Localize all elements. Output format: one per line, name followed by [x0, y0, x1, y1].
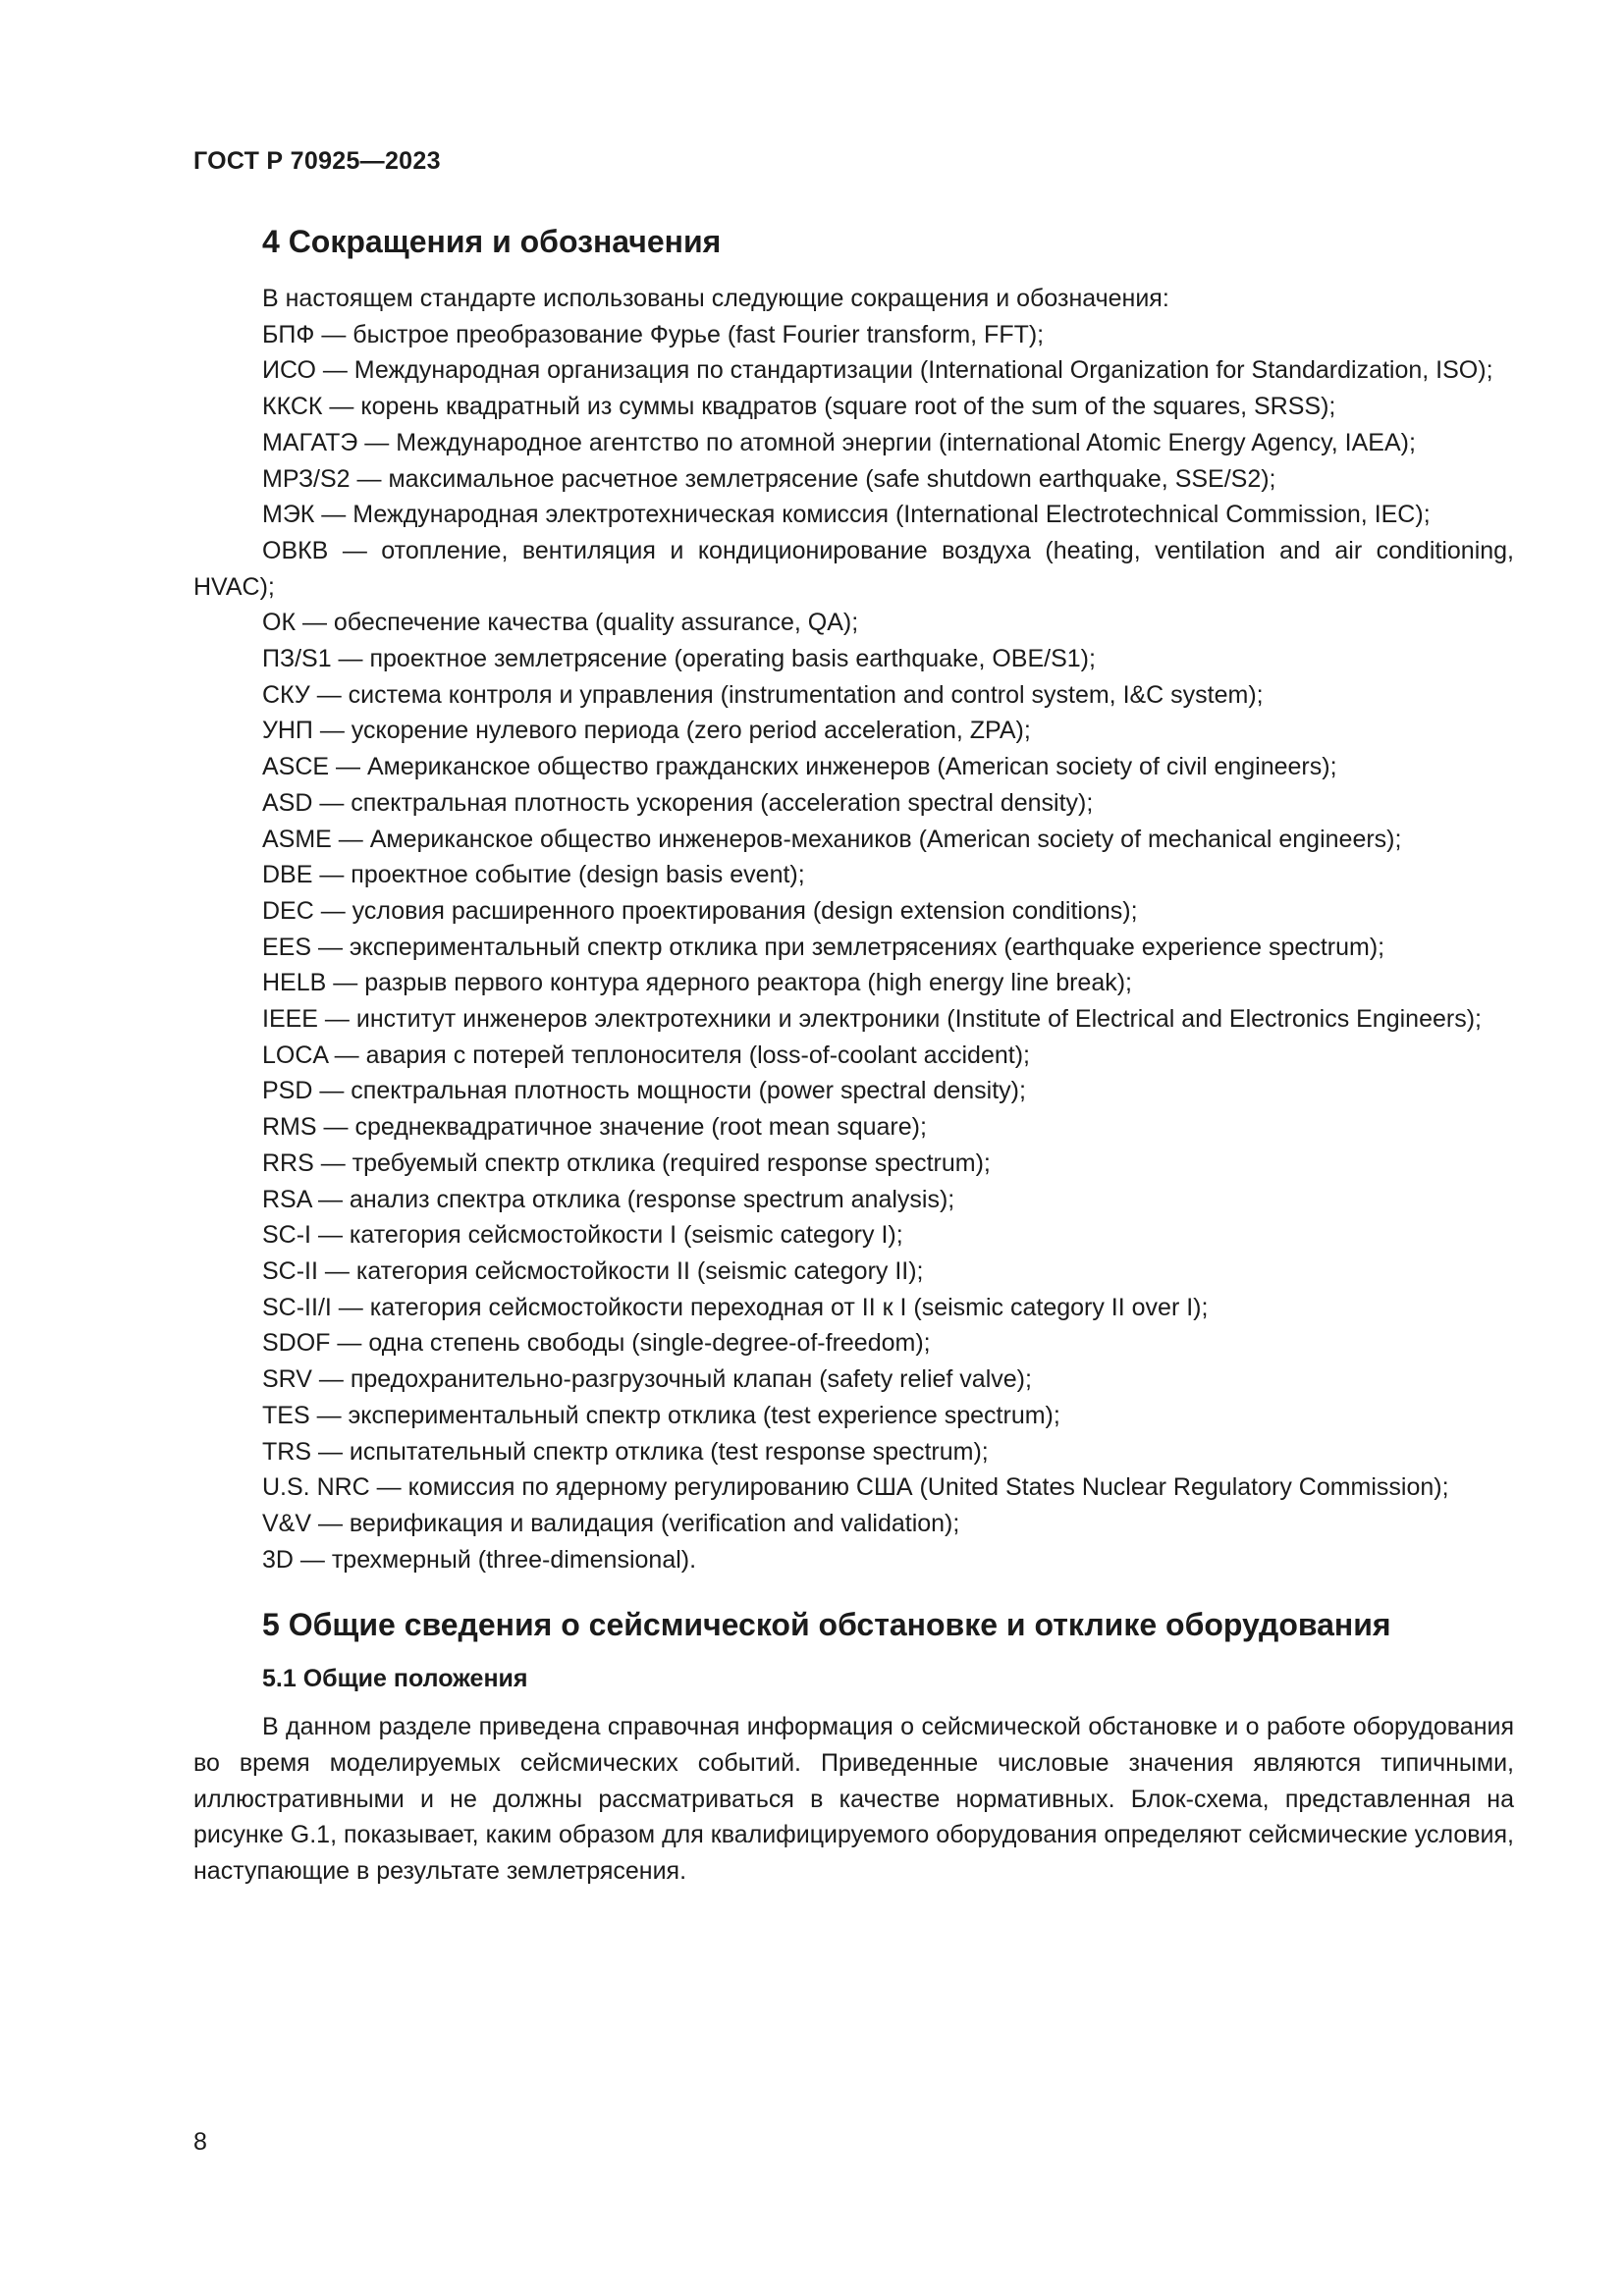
abbreviations-intro: В настоящем стандарте использованы следующие сокращения и обозначения:: [262, 285, 1169, 312]
list-item: V&V — верификация и валидация (verification and validation);: [262, 1509, 960, 1537]
list-item: EES — экспериментальный спектр отклика при землетрясениях (earthquake experience spectrum);: [262, 933, 1385, 961]
list-item: TRS — испытательный спектр отклика (test response spectrum);: [262, 1437, 989, 1466]
list-item: МРЗ/S2 — максимальное расчетное землетрясение (safe shutdown earthquake, SSE/S2);: [262, 464, 1276, 493]
list-item: МЭК — Международная электротехническая комиссия (International Electrotechnical Commission, IEC);: [262, 501, 1431, 529]
list-item: УНП — ускорение нулевого периода (zero period acceleration, ZPA);: [262, 717, 1031, 745]
list-item: U.S. NRC — комиссия по ядерному регулированию США (United States Nuclear Regulatory Commission);: [262, 1473, 1449, 1502]
standard-header: ГОСТ Р 70925—2023: [193, 147, 441, 175]
list-item: ASME — Американское общество инженеров-механиков (American society of mechanical engineers);: [262, 825, 1402, 853]
list-item: ИСО — Международная организация по стандартизации (International Organization for Standardization, ISO);: [262, 356, 1493, 385]
list-item: SC-I — категория сейсмостойкости I (seismic category I);: [262, 1221, 903, 1250]
page-number: 8: [193, 2128, 207, 2156]
list-item: ASCE — Американское общество гражданских инженеров (American society of civil engineers);: [262, 753, 1337, 781]
list-item: ОВКВ — отопление, вентиляция и кондиционирование воздуха (heating, ventilation and air conditioning, HVAC);: [193, 536, 1514, 601]
section-5-1-paragraph: В данном разделе приведена справочная информация о сейсмической обстановке и о работе оборудования во время моделируемых сейсмических событий. Приведенные числовые значения являются типичными, иллюстративными и не должны рассматриваться в качестве нормативных. Блок-схема, представленная на рисунке G.1, показывает, каким образом для квалифицируемого оборудования определяют сейсмические условия, наступающие в результате землетрясения.: [193, 1713, 1514, 1886]
list-item: СКУ — система контроля и управления (instrumentation and control system, I&C system);: [262, 680, 1264, 709]
subsection-5-1-title: 5.1 Общие положения: [262, 1665, 528, 1693]
list-item: SC-II/I — категория сейсмостойкости переходная от II к I (seismic category II over I);: [262, 1293, 1209, 1321]
list-item: LOCA — авария с потерей теплоносителя (loss-of-coolant accident);: [262, 1041, 1030, 1069]
list-item: 3D — трехмерный (three-dimensional).: [262, 1545, 697, 1574]
document-body: [193, 222, 1514, 1890]
list-item: БПФ — быстрое преобразование Фурье (fast Fourier transform, FFT);: [262, 320, 1045, 348]
list-item: RMS — среднеквадратичное значение (root mean square);: [262, 1113, 927, 1142]
list-item: HELB — разрыв первого контура ядерного реактора (high energy line break);: [262, 969, 1132, 997]
section-4-title: 4 Сокращения и обозначения: [262, 224, 722, 259]
list-item: ККСК — корень квадратный из суммы квадратов (square root of the sum of the squares, SRSS);: [262, 393, 1336, 421]
list-item: ОК — обеспечение качества (quality assurance, QA);: [262, 609, 859, 637]
list-item: TES — экспериментальный спектр отклика (test experience spectrum);: [262, 1401, 1060, 1429]
list-item: DEC — условия расширенного проектирования (design extension conditions);: [262, 896, 1138, 925]
abbreviations-list: [193, 281, 1514, 1577]
list-item: PSD — спектральная плотность мощности (power spectral density);: [262, 1077, 1026, 1105]
list-item: МАГАТЭ — Международное агентство по атомной энергии (international Atomic Energy Agency, IAEA);: [262, 428, 1416, 456]
list-item: DBE — проектное событие (design basis event);: [262, 861, 805, 889]
list-item: ПЗ/S1 — проектное землетрясение (operating basis earthquake, OBE/S1);: [262, 645, 1096, 673]
list-item: SRV — предохранительно-разгрузочный клапан (safety relief valve);: [262, 1365, 1032, 1394]
list-item: SC-II — категория сейсмостойкости II (seismic category II);: [262, 1256, 924, 1285]
list-item: ASD — спектральная плотность ускорения (acceleration spectral density);: [262, 788, 1094, 817]
list-item: SDOF — одна степень свободы (single-degree-of-freedom);: [262, 1329, 931, 1358]
section-5-title: 5 Общие сведения о сейсмической обстановке и отклике оборудования: [262, 1607, 1391, 1643]
list-item: RSA — анализ спектра отклика (response spectrum analysis);: [262, 1185, 955, 1213]
list-item: RRS — требуемый спектр отклика (required response spectrum);: [262, 1148, 991, 1177]
list-item: IEEE — институт инженеров электротехники и электроники (Institute of Electrical and Electronics Engineers);: [262, 1005, 1482, 1034]
